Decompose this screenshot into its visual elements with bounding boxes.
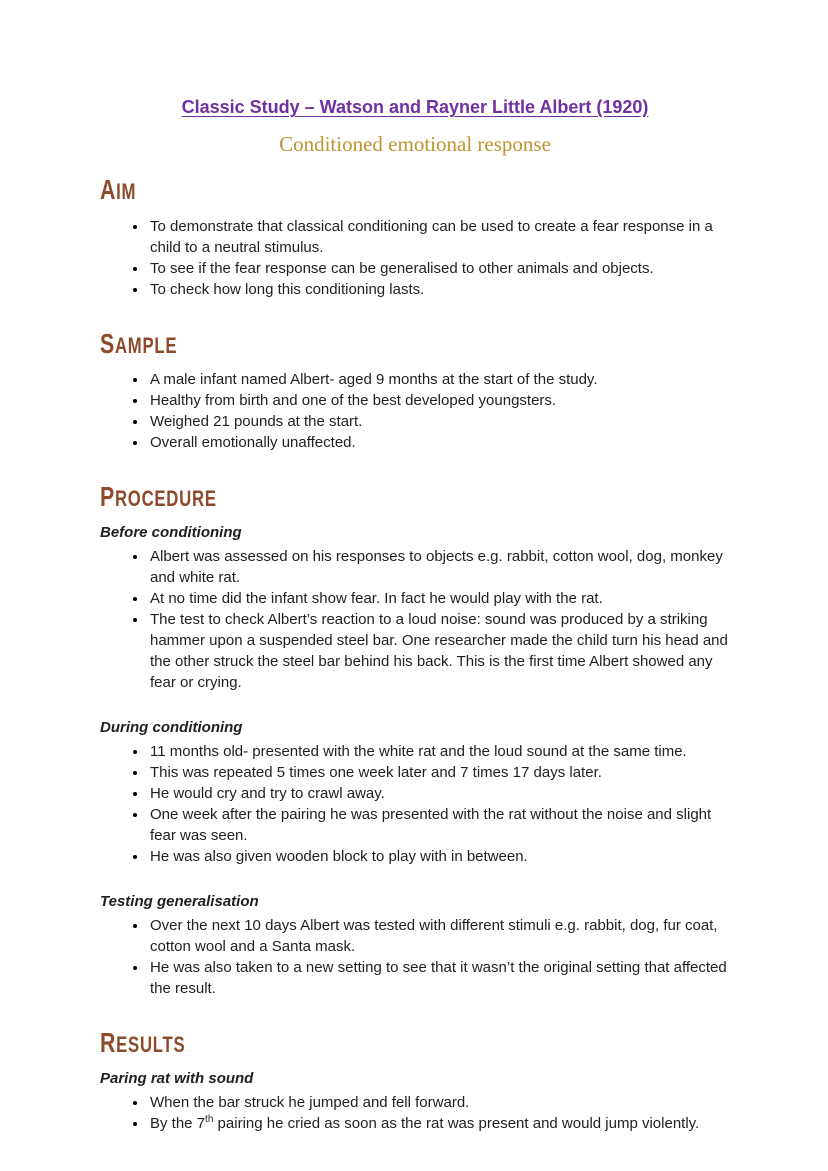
- list-item: • Overall emotionally unaffected.: [148, 432, 730, 453]
- section-procedure: [100, 481, 730, 999]
- list-item: [148, 1113, 730, 1134]
- doc-subtitle: Conditioned emotional response: [279, 132, 551, 157]
- bullet-list-sample: [100, 369, 730, 453]
- bullet-list: [100, 915, 730, 999]
- section-results: [100, 1027, 730, 1134]
- list-item: • When the bar struck he jumped and fell forward.: [148, 1092, 730, 1113]
- list-item: • Albert was assessed on his responses to objects e.g. rabbit, cotton wool, dog, monkey and white rat.: [148, 546, 730, 588]
- doc-title: Classic Study – Watson and Rayner Little Albert (1920): [181, 97, 649, 117]
- superscript-ordinal: th: [205, 1114, 214, 1126]
- bullet-text-suffix: pairing he cried as soon as the rat was present and would jump violently.: [213, 1115, 700, 1133]
- group-testing-generalisation: [100, 891, 730, 999]
- group-paring-rat-with-sound: [100, 1068, 730, 1134]
- subsection-heading: Before conditioning: [100, 523, 242, 541]
- list-item: • At no time did the infant show fear. In fact he would play with the rat.: [148, 588, 730, 609]
- section-heading-results: RESULTS: [100, 1026, 186, 1058]
- subsection-heading: Testing generalisation: [100, 892, 259, 910]
- bullet-list: [100, 741, 730, 867]
- section-heading-procedure: PROCEDURE: [100, 480, 217, 512]
- list-item: • He was also taken to a new setting to see that it wasn’t the original setting that affected the result.: [148, 957, 730, 999]
- bullet-list: [100, 546, 730, 693]
- group-during-conditioning: [100, 717, 730, 867]
- section-heading-aim: AIM: [100, 174, 137, 206]
- bullet-text-prefix: By the 7: [150, 1115, 206, 1133]
- section-heading-sample: SAMPLE: [100, 327, 178, 359]
- list-item: • To check how long this conditioning lasts.: [148, 279, 730, 300]
- list-item: • A male infant named Albert- aged 9 months at the start of the study.: [148, 369, 730, 390]
- subsection-heading: During conditioning: [100, 718, 243, 736]
- bullet-list-aim: [100, 216, 730, 300]
- list-item: • Weighed 21 pounds at the start.: [148, 411, 730, 432]
- list-item: • One week after the pairing he was presented with the rat without the noise and slight fear was seen.: [148, 804, 730, 846]
- bullet-list: [100, 1092, 730, 1134]
- section-sample: [100, 328, 730, 453]
- list-item: • He would cry and try to crawl away.: [148, 783, 730, 804]
- list-item: • To demonstrate that classical conditioning can be used to create a fear response in a child to a neutral stimulus.: [148, 216, 730, 258]
- list-item: • The test to check Albert’s reaction to a loud noise: sound was produced by a striking hammer upon a suspended steel bar. One researcher made the child turn his head and the other struck the steel bar behind his back. This is the first time Albert showed any fear or crying.: [148, 609, 730, 693]
- list-item: • Healthy from birth and one of the best developed youngsters.: [148, 390, 730, 411]
- group-before-conditioning: [100, 522, 730, 693]
- list-item: • Over the next 10 days Albert was tested with different stimuli e.g. rabbit, dog, fur coat, cotton wool and a Santa mask.: [148, 915, 730, 957]
- list-item: • He was also given wooden block to play with in between.: [148, 846, 730, 867]
- list-item: • 11 months old- presented with the white rat and the loud sound at the same time.: [148, 741, 730, 762]
- list-item: • This was repeated 5 times one week later and 7 times 17 days later.: [148, 762, 730, 783]
- subsection-heading: Paring rat with sound: [100, 1070, 254, 1088]
- list-item: • To see if the fear response can be generalised to other animals and objects.: [148, 258, 730, 279]
- section-aim: [100, 174, 730, 299]
